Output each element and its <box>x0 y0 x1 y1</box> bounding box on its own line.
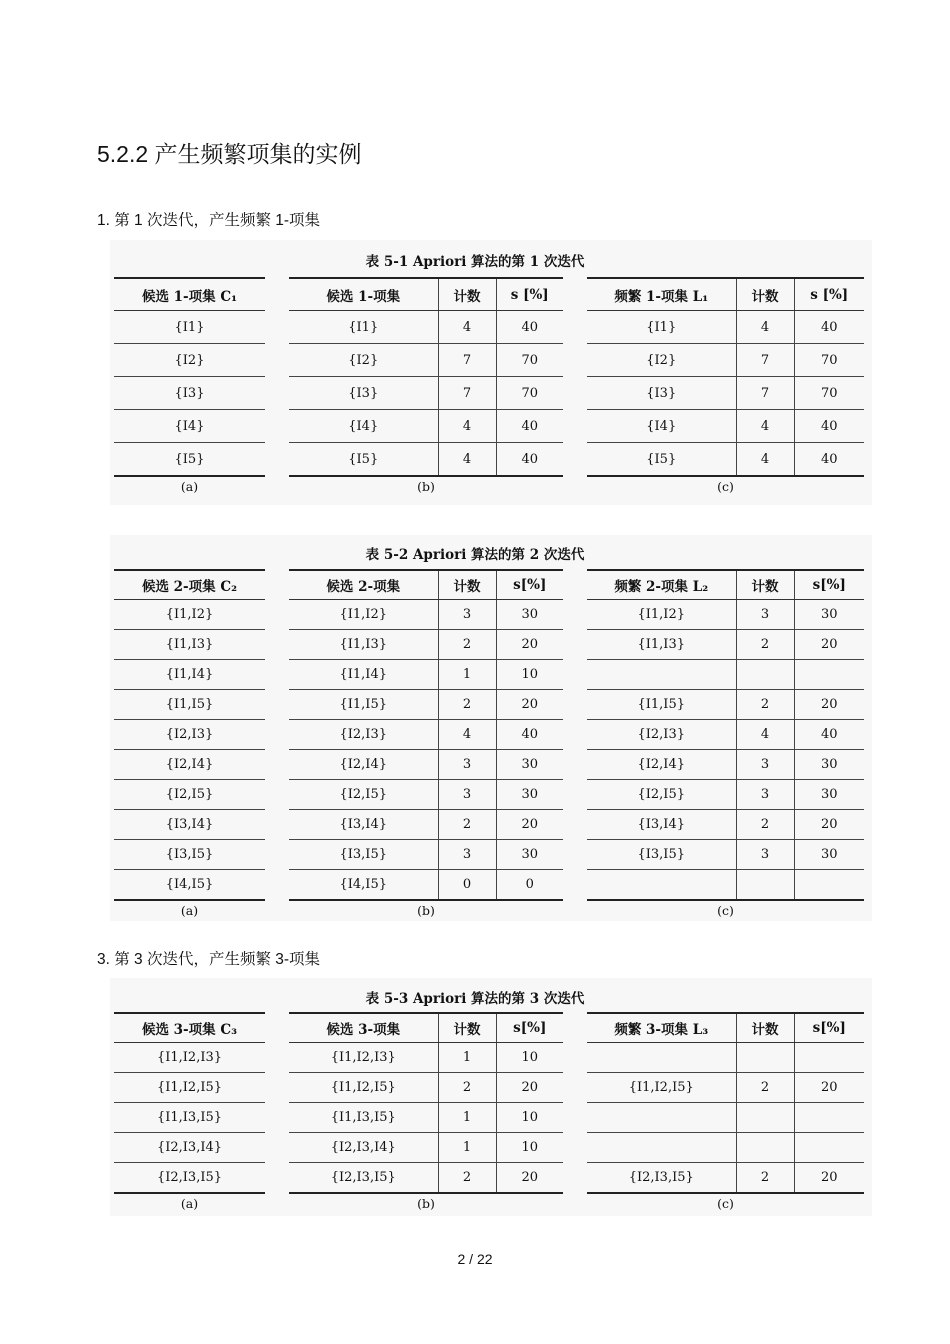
table-row <box>587 780 864 810</box>
table-cell: 30 <box>794 750 864 780</box>
table-row <box>114 840 265 870</box>
table-cell: {I2,I3,I5} <box>289 1163 438 1194</box>
table-cell: {I4} <box>587 410 736 443</box>
table-cell: {I2} <box>114 344 265 377</box>
table-2-a <box>114 569 265 901</box>
table-cell: 2 <box>736 810 794 840</box>
table-cell <box>587 1133 736 1163</box>
column-header: 计数 <box>736 1013 794 1043</box>
table-row <box>289 810 563 840</box>
table-cell: {I1,I5} <box>114 690 265 720</box>
table-cell: 30 <box>496 600 563 630</box>
table-cell: 40 <box>794 720 864 750</box>
table-2-c <box>587 569 864 901</box>
table-cell: {I2,I3,I4} <box>289 1133 438 1163</box>
table-row <box>289 660 563 690</box>
table-cell: 20 <box>496 1073 563 1103</box>
table-1-a <box>114 277 265 477</box>
table-header-row <box>114 1013 265 1043</box>
table-cell: 3 <box>736 780 794 810</box>
table-cell: 10 <box>496 1043 563 1073</box>
step-heading-1: 1. 第 1 次迭代，产生频繁 1-项集 <box>97 212 321 229</box>
table-cell <box>587 870 736 901</box>
table-cell: 0 <box>496 870 563 901</box>
table-cell: 2 <box>438 1163 496 1194</box>
table-cell: {I1,I2,I5} <box>587 1073 736 1103</box>
column-header: 候选 3-项集 C₃ <box>114 1013 265 1043</box>
table-cell: {I1,I2,I3} <box>289 1043 438 1073</box>
table-cell <box>794 1043 864 1073</box>
table-cell: 2 <box>736 690 794 720</box>
table-row <box>587 1043 864 1073</box>
table-cell: 20 <box>794 810 864 840</box>
column-header: 候选 2-项集 <box>289 570 438 600</box>
table-cell: 40 <box>794 443 864 477</box>
table-cell: {I5} <box>587 443 736 477</box>
table-row <box>587 750 864 780</box>
sub-table-label: (a) <box>180 903 199 918</box>
table-cell: 70 <box>794 377 864 410</box>
table-cell <box>794 870 864 901</box>
column-header: 频繁 1-项集 L₁ <box>587 278 736 311</box>
table-cell: 7 <box>736 344 794 377</box>
table-cell: 70 <box>794 344 864 377</box>
table-cell <box>587 1103 736 1133</box>
table-cell: {I2,I4} <box>289 750 438 780</box>
table-row <box>114 377 265 410</box>
column-header: s[%] <box>794 1013 864 1043</box>
table-row <box>289 1073 563 1103</box>
table-row <box>587 1163 864 1194</box>
table-header-row <box>587 570 864 600</box>
table-cell: {I1,I2,I3} <box>114 1043 265 1073</box>
table-cell: 4 <box>438 410 496 443</box>
table-row <box>587 377 864 410</box>
step-heading-3: 3. 第 3 次迭代，产生频繁 3-项集 <box>97 951 321 968</box>
table-cell: 30 <box>496 840 563 870</box>
table-cell: 3 <box>736 750 794 780</box>
table-cell: {I2} <box>289 344 438 377</box>
table-row <box>289 344 563 377</box>
column-header: 候选 1-项集 <box>289 278 438 311</box>
table-cell: 20 <box>496 1163 563 1194</box>
table-cell: {I2,I4} <box>114 750 265 780</box>
table-cell: {I1} <box>114 311 265 344</box>
table-row <box>114 660 265 690</box>
table-header-row <box>114 570 265 600</box>
table-cell: 4 <box>736 443 794 477</box>
table-row <box>114 780 265 810</box>
table-cell: {I1,I2} <box>289 600 438 630</box>
table-row <box>289 1163 563 1194</box>
sub-table-label: (a) <box>180 479 199 494</box>
sub-table-label: (a) <box>180 1196 199 1211</box>
table-cell: 4 <box>736 720 794 750</box>
table-row <box>289 630 563 660</box>
table-cell: 2 <box>438 690 496 720</box>
table-cell: {I1,I3} <box>114 630 265 660</box>
table-row <box>114 630 265 660</box>
table-cell: 30 <box>496 750 563 780</box>
table-cell: 0 <box>438 870 496 901</box>
table-cell <box>587 1043 736 1073</box>
sub-table-label: (c) <box>717 479 734 494</box>
table-row <box>289 690 563 720</box>
table-row <box>289 1043 563 1073</box>
table-3-c <box>587 1012 864 1194</box>
table-cell <box>794 660 864 690</box>
column-header: 计数 <box>438 278 496 311</box>
table-cell: {I2,I3,I5} <box>587 1163 736 1194</box>
table-cell: {I3,I4} <box>587 810 736 840</box>
table-row <box>587 600 864 630</box>
table-row <box>114 311 265 344</box>
column-header: s [%] <box>794 278 864 311</box>
table-cell: 20 <box>496 630 563 660</box>
column-header: 频繁 2-项集 L₂ <box>587 570 736 600</box>
table-cell: {I3,I4} <box>114 810 265 840</box>
table-cell: 30 <box>794 780 864 810</box>
table-cell: 7 <box>438 377 496 410</box>
table-cell: {I1,I2} <box>114 600 265 630</box>
table-cell: 3 <box>438 840 496 870</box>
table-cell: {I1,I2,I5} <box>114 1073 265 1103</box>
table-cell: 70 <box>496 344 563 377</box>
table-row <box>289 870 563 901</box>
table-cell: 4 <box>438 311 496 344</box>
table-cell: {I2,I3,I5} <box>114 1163 265 1194</box>
table-cell: 10 <box>496 660 563 690</box>
table-header-row <box>289 1013 563 1043</box>
table-cell: 2 <box>736 1073 794 1103</box>
table-cell: 1 <box>438 1133 496 1163</box>
table-cell: 40 <box>496 410 563 443</box>
table-row <box>289 720 563 750</box>
table-cell: {I4} <box>289 410 438 443</box>
table-cell: 4 <box>438 443 496 477</box>
table-row <box>114 1103 265 1133</box>
column-header: 频繁 3-项集 L₃ <box>587 1013 736 1043</box>
table-header-row <box>587 278 864 311</box>
table-row <box>289 780 563 810</box>
column-header: s [%] <box>496 278 563 311</box>
table-cell: {I3,I5} <box>289 840 438 870</box>
table-cell <box>794 1133 864 1163</box>
table-row <box>587 660 864 690</box>
table-cell: 2 <box>736 1163 794 1194</box>
table-cell: 40 <box>794 410 864 443</box>
table-cell: 20 <box>794 630 864 660</box>
page-number: 2 / 22 <box>457 1251 493 1267</box>
table-header-row <box>289 278 563 311</box>
table-3-b <box>289 1012 563 1194</box>
table-cell: 4 <box>736 410 794 443</box>
table-cell <box>587 660 736 690</box>
table-cell: 3 <box>736 600 794 630</box>
table-row <box>587 810 864 840</box>
table-row <box>289 410 563 443</box>
table-cell: 20 <box>794 690 864 720</box>
column-header: s[%] <box>794 570 864 600</box>
table-cell: {I1,I2} <box>587 600 736 630</box>
table-cell: {I1,I5} <box>587 690 736 720</box>
table-cell <box>794 1103 864 1133</box>
table-caption-2: 表 5-2 Apriori 算法的第 2 次迭代 <box>365 547 585 563</box>
table-row <box>289 443 563 477</box>
table-cell: {I2,I3} <box>289 720 438 750</box>
table-cell: 4 <box>438 720 496 750</box>
sub-table-label: (b) <box>417 479 435 494</box>
table-cell: 30 <box>496 780 563 810</box>
table-cell <box>736 1043 794 1073</box>
table-cell: {I1} <box>587 311 736 344</box>
table-cell: {I1,I3,I5} <box>114 1103 265 1133</box>
column-header: s[%] <box>496 1013 563 1043</box>
table-cell: 3 <box>438 600 496 630</box>
column-header: s[%] <box>496 570 563 600</box>
table-cell: {I3,I4} <box>289 810 438 840</box>
table-row <box>587 443 864 477</box>
table-cell: 1 <box>438 1103 496 1133</box>
table-1-c <box>587 277 864 477</box>
column-header: 计数 <box>438 1013 496 1043</box>
column-header: 候选 1-项集 C₁ <box>114 278 265 311</box>
table-cell: {I1,I2,I5} <box>289 1073 438 1103</box>
table-cell <box>736 660 794 690</box>
column-header: 计数 <box>438 570 496 600</box>
table-row <box>587 870 864 901</box>
table-caption-3: 表 5-3 Apriori 算法的第 3 次迭代 <box>365 991 585 1007</box>
table-cell: 40 <box>794 311 864 344</box>
table-row <box>114 443 265 477</box>
table-cell: 40 <box>496 311 563 344</box>
table-row <box>587 1103 864 1133</box>
table-row <box>587 840 864 870</box>
table-cell: {I1,I3} <box>289 630 438 660</box>
table-row <box>289 1103 563 1133</box>
table-cell: {I2,I3} <box>587 720 736 750</box>
table-cell: {I1,I3} <box>587 630 736 660</box>
table-cell: {I2,I4} <box>587 750 736 780</box>
table-row <box>114 870 265 901</box>
table-row <box>587 720 864 750</box>
table-cell: {I1,I3,I5} <box>289 1103 438 1133</box>
table-row <box>114 410 265 443</box>
table-cell: {I5} <box>114 443 265 477</box>
table-cell <box>736 870 794 901</box>
table-cell: 70 <box>496 377 563 410</box>
table-header-row <box>587 1013 864 1043</box>
table-row <box>587 1073 864 1103</box>
table-row <box>114 750 265 780</box>
table-cell: 10 <box>496 1133 563 1163</box>
table-cell: {I5} <box>289 443 438 477</box>
table-row <box>289 377 563 410</box>
table-cell: 3 <box>736 840 794 870</box>
table-cell: {I4,I5} <box>289 870 438 901</box>
table-row <box>114 1163 265 1194</box>
sub-table-label: (c) <box>717 903 734 918</box>
table-row <box>289 311 563 344</box>
table-cell: {I2,I3} <box>114 720 265 750</box>
table-cell: 2 <box>438 810 496 840</box>
column-header: 候选 3-项集 <box>289 1013 438 1043</box>
table-cell: 7 <box>736 377 794 410</box>
table-cell: 1 <box>438 1043 496 1073</box>
table-cell <box>736 1133 794 1163</box>
table-cell: 10 <box>496 1103 563 1133</box>
table-cell <box>736 1103 794 1133</box>
table-row <box>289 840 563 870</box>
table-row <box>114 810 265 840</box>
table-cell: 20 <box>794 1073 864 1103</box>
table-cell: {I2,I5} <box>114 780 265 810</box>
table-2-b <box>289 569 563 901</box>
table-row <box>114 1073 265 1103</box>
table-cell: 20 <box>496 810 563 840</box>
table-cell: 4 <box>736 311 794 344</box>
table-row <box>289 750 563 780</box>
table-caption-1: 表 5-1 Apriori 算法的第 1 次迭代 <box>365 254 585 270</box>
table-cell: 2 <box>438 1073 496 1103</box>
table-cell: 7 <box>438 344 496 377</box>
column-header: 候选 2-项集 C₂ <box>114 570 265 600</box>
table-row <box>114 1133 265 1163</box>
table-row <box>587 410 864 443</box>
table-cell: 30 <box>794 600 864 630</box>
table-row <box>587 690 864 720</box>
table-row <box>114 720 265 750</box>
table-header-row <box>289 570 563 600</box>
table-row <box>587 311 864 344</box>
table-row <box>114 344 265 377</box>
table-cell: 3 <box>438 780 496 810</box>
table-1-b <box>289 277 563 477</box>
table-cell: {I1} <box>289 311 438 344</box>
table-cell: {I1,I5} <box>289 690 438 720</box>
column-header: 计数 <box>736 570 794 600</box>
table-cell: {I4,I5} <box>114 870 265 901</box>
table-row <box>114 690 265 720</box>
table-cell: {I2,I3,I4} <box>114 1133 265 1163</box>
table-cell: 20 <box>496 690 563 720</box>
table-cell: {I3,I5} <box>114 840 265 870</box>
table-row <box>587 344 864 377</box>
table-cell: 2 <box>736 630 794 660</box>
table-header-row <box>114 278 265 311</box>
table-row <box>289 600 563 630</box>
table-cell: 40 <box>496 720 563 750</box>
table-cell: 30 <box>794 840 864 870</box>
table-cell: {I4} <box>114 410 265 443</box>
table-cell: {I3} <box>587 377 736 410</box>
table-row <box>587 1133 864 1163</box>
sub-table-label: (c) <box>717 1196 734 1211</box>
column-header: 计数 <box>736 278 794 311</box>
table-cell: 20 <box>794 1163 864 1194</box>
table-cell: 2 <box>438 630 496 660</box>
table-3-a <box>114 1012 265 1194</box>
table-cell: {I3,I5} <box>587 840 736 870</box>
table-cell: {I2,I5} <box>289 780 438 810</box>
table-cell: {I3} <box>289 377 438 410</box>
table-cell: {I1,I4} <box>114 660 265 690</box>
sub-table-label: (b) <box>417 903 435 918</box>
table-row <box>114 600 265 630</box>
table-cell: {I1,I4} <box>289 660 438 690</box>
table-cell: 3 <box>438 750 496 780</box>
table-cell: 40 <box>496 443 563 477</box>
table-row <box>114 1043 265 1073</box>
table-row <box>587 630 864 660</box>
table-cell: {I2,I5} <box>587 780 736 810</box>
sub-table-label: (b) <box>417 1196 435 1211</box>
table-cell: {I3} <box>114 377 265 410</box>
table-cell: 1 <box>438 660 496 690</box>
table-row <box>289 1133 563 1163</box>
section-title: 5.2.2 产生频繁项集的实例 <box>97 141 362 167</box>
table-cell: {I2} <box>587 344 736 377</box>
